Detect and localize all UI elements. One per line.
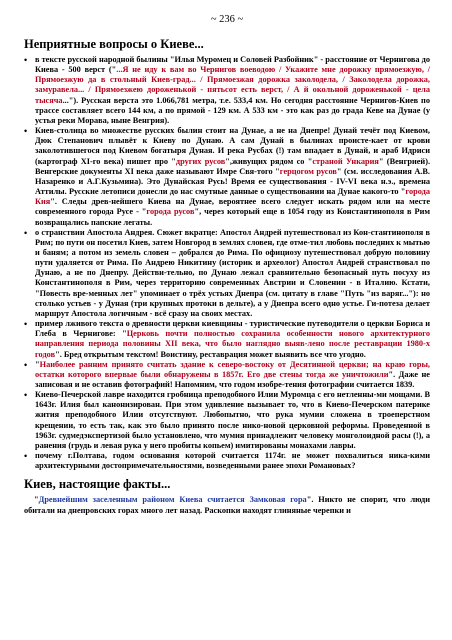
text-run: почему г.Полтава, годом основания которой считается 1174г. не может похвалиться ника-кими архитектурными достопримечательностями, возведенными ранее эпохи Романовых? [35,451,430,471]
text-run: Киев-столица во множестве русских былин стоит на Дунае, а не на Днепре! Дунай течёт под Киевом, Дюк Степанович плывёт к Киеву по Дунаю. А сам Дунай в былинах происте-кает от крови заколотившегося под Киевом богатыря Дуная. И река Русбах (!) там впадает в Дунай, и араб Идриси (картограф XI-го века) пишет про " [35,126,430,166]
section-title-real-facts: Киев, настоящие факты... [24,477,171,492]
list-item [24,228,430,319]
list-item [24,360,430,390]
quoted-text: города русов [146,207,195,217]
list-item [24,55,430,126]
text-run: ",живущих рядом со " [225,156,313,166]
text-run: " [34,495,39,505]
list-item [24,451,430,471]
quoted-text: страной Ункария [312,156,379,166]
text-run: ". Никто не спорит, что люди обитали на днепровских горах много лет назад. Раскопки находят глиняные черепки и [24,495,431,515]
list-item [24,126,430,228]
body-paragraph [24,495,430,515]
quoted-text: Наиболее ранним принято считать здание к северо-востоку от Десятинной церкви; на краю горы, остатки которого впервые были обнаружены в 1857г. Его две стены тогда же уничтожили [35,359,430,379]
text-run: ". Бред открытым текстом! Воистину, реставрация может выявить все что угодно. [55,349,366,359]
list-item [24,390,430,451]
text-run: ", через который еще в 1054 году из Константинополя в Рим возвращались папские легаты. [35,207,430,227]
page-number: ~ 236 ~ [210,14,244,25]
bullet-list [24,55,430,471]
text-run: ". Следы древ-нейшего Киева на Дунае, вероятнее всего следует искать рядом или на месте современного города Русе - " [35,197,430,217]
text-run: " [35,359,40,369]
list-item [24,319,430,360]
text-run: пример лживого текста о древности церкви киевщины - туристические путеводители о церкви Бориса и Глеба в Чернигове: " [35,319,430,339]
quoted-text: города Кия [35,187,430,207]
quoted-text: ...Я не иду к вам во Чернигов воеводою / Укажите мне дорожку прямоезжую, / Прямоезжую да в стольный Киев-град... / Прямоезжая дорожка заколодела, / Заколодела дорожка, замуравела... / Прямоезжею дороженькой - пятьсот есть верст, / А й окольной дороженькой - цела тысяча [35,65,430,105]
quoted-text: Церковь почти полностью сохранила особенности нового архитектурного направления периода половины XII века, что было наглядно выяв-лено после реставрации 1980-х годов [35,329,430,359]
text-run: Киево-Печерской лавре находится гробница преподобного Илии Муромца с его нетленны-ми мощами. В 1643г. Илия был канонизирован. При этом удивление вызывает то, что в Киево-Печерском патерике жития преподобного Илии отсутствуют. Любопытно, что рука мумии сложена в троеперстном крещении, то есть так, как это было принято после нико-новой церковной реформы. Проведенной в 1963г. судмедэкспертизой было установлено, что мумия принадлежит человеку монголоидной расы (!), а ранения (грудь и левая рука у него пробиты копьем) имитированы монахами лавры. [35,390,430,450]
section-title-unpleasant-questions: Неприятные вопросы о Киеве... [24,37,204,51]
quoted-text: других русов [175,156,226,166]
text-run: " (Венгрией). Венгерские документы XI века даже называют Имре Свя-того " [35,156,431,176]
text-run: ..."). Русская верста это 1.066,781 метра, т.е. 533,4 км. Но сегодня расстояние Чернигов-Киев по трассе составляет всего 144 км, а по прямой - 129 км. А 533 км - это как раз до града Кеве на Дунае (у устья реки Морава, ныне Венгрия). [35,95,430,125]
quoted-text: Древнейшим заселенным районом Киева считается Замковая гора [38,495,307,505]
quoted-text: герцогом русов [279,166,337,176]
text-run: ". Даже не записовая и не оставив фотографий! Напомним, что годом изобре-тения фотографии считается 1839. [35,369,430,389]
text-run: о странствии Апостола Андрея. Сюжет вкратце: Апостол Андрей путешествовал из Кон-стантинополя в Рим; по пути он посетил Киев, затем Новгород в землях словен, где отме-тил любовь последних к мытью и баням; а потом из земель словен – добрался до Рима. По официозу путешествовал добрую половину пути удаляется от Рима. По Андрею Никитину (историк и археолог) Апостол Андрей странствовал по Дунаю, а не по Днепру. Действи-тельно, по Дунаю лежал сравнительно безопасный путь посуху из Константинополя в Рим, через территорию современных Австрии и Словении - в Италию. Кстати, "Повесть вре-менных лет" упоминает о трёх устьях Днепра (см. цитату в главе "Путь "из варяг..."): но столько устьев - у Дуная (три крупных протоки в дельте), а у Днепра всего одно устье. Ги-потеза делает маршрут Апостола логичным - всё сразу на своих местах. [35,227,431,318]
text-run: в тексте русской народной былины "Илья Муромец и Соловей Разбойник" - расстояние от Чернигова до Киева - 500 верст (" [35,55,430,75]
text-run: " (см. исследования А.В. Назаренко и А.Г.Кузьмина). Это Дунайская Русь! Время ее существования - IV-VI века н.э., времена Аттилы. Русские летописи донесли до нас смутные данные о существовании на Дунае какого-то " [35,166,430,197]
